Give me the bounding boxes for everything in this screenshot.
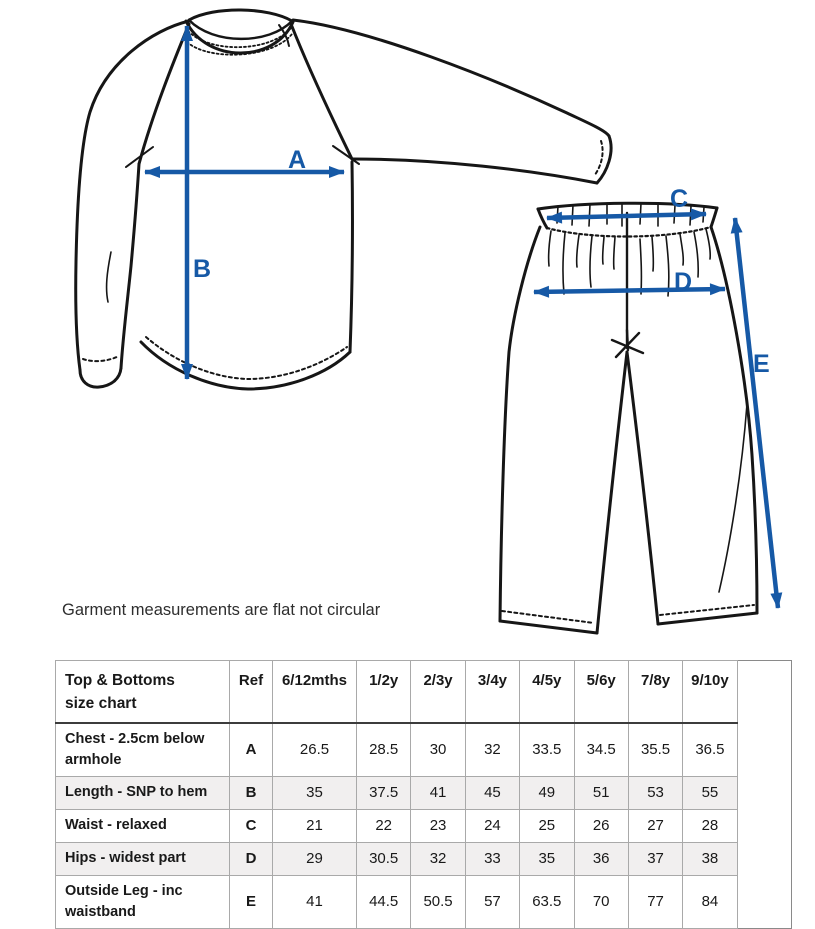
top-right-sleeve-bottom xyxy=(352,159,597,183)
bottoms-leg-crease xyxy=(719,404,747,592)
bottoms-left-hem-stitching xyxy=(502,611,594,623)
value-cell: 51 xyxy=(574,776,628,809)
table-title: Top & Bottoms size chart xyxy=(56,661,230,723)
value-cell: 34.5 xyxy=(574,723,628,777)
column-header-size: 9/10y xyxy=(683,661,737,723)
value-cell: 55 xyxy=(683,776,737,809)
column-header-size: 3/4y xyxy=(465,661,519,723)
top-right-raglan-seam xyxy=(291,24,352,159)
bottoms-right-outer-leg xyxy=(711,227,757,613)
value-cell: 44.5 xyxy=(357,875,411,928)
waistband-right-edge xyxy=(711,208,717,227)
value-cell: 36.5 xyxy=(683,723,737,777)
value-cell: 26 xyxy=(574,809,628,842)
value-cell: 32 xyxy=(411,842,465,875)
size-chart-table xyxy=(55,660,792,929)
value-cell: 26.5 xyxy=(273,723,357,777)
value-cell: 37 xyxy=(628,842,682,875)
bottoms-left-hem xyxy=(500,621,597,633)
table-row xyxy=(56,842,792,875)
value-cell: 77 xyxy=(628,875,682,928)
value-cell: 23 xyxy=(411,809,465,842)
column-header-size: 4/5y xyxy=(520,661,574,723)
value-cell: 53 xyxy=(628,776,682,809)
value-cell: 35 xyxy=(520,842,574,875)
row-label: Outside Leg - inc waistband xyxy=(56,875,230,928)
value-cell: 22 xyxy=(357,809,411,842)
value-cell: 32 xyxy=(465,723,519,777)
value-cell: 21 xyxy=(273,809,357,842)
flat-measurement-note: Garment measurements are flat not circular xyxy=(62,601,381,619)
table-row xyxy=(56,875,792,928)
column-header-size: 1/2y xyxy=(357,661,411,723)
value-cell: 33.5 xyxy=(520,723,574,777)
value-cell: 28 xyxy=(683,809,737,842)
collar-opening xyxy=(189,20,292,39)
top-right-cuff-stitching xyxy=(594,141,603,176)
table-row xyxy=(56,723,792,777)
top-hem xyxy=(141,342,350,389)
size-chart-body xyxy=(56,723,792,929)
top-left-cuff xyxy=(80,368,121,387)
value-cell: 33 xyxy=(465,842,519,875)
value-cell: 63.5 xyxy=(520,875,574,928)
waistband-left-edge xyxy=(538,209,547,228)
top-left-sleeve-crease xyxy=(107,252,111,302)
column-header-size: 6/12mths xyxy=(273,661,357,723)
value-cell: 29 xyxy=(273,842,357,875)
value-cell: 30 xyxy=(411,723,465,777)
garment-top-drawing xyxy=(76,10,611,389)
measurement-label-c: C xyxy=(670,185,689,213)
collar-top-edge xyxy=(189,10,292,21)
ref-cell: D xyxy=(230,842,273,875)
column-header-ref: Ref xyxy=(230,661,273,723)
column-header-size: 5/6y xyxy=(574,661,628,723)
top-right-sleeve-top xyxy=(293,20,609,136)
measurement-arrow-hips-d xyxy=(534,289,725,292)
ref-cell: A xyxy=(230,723,273,777)
value-cell: 45 xyxy=(465,776,519,809)
value-cell: 41 xyxy=(273,875,357,928)
measurement-label-b: B xyxy=(193,255,212,283)
value-cell: 49 xyxy=(520,776,574,809)
top-left-sleeve-outline xyxy=(76,21,189,370)
top-left-raglan-seam xyxy=(139,24,189,164)
row-label: Waist - relaxed xyxy=(56,809,230,842)
collar-band-bottom xyxy=(186,21,293,53)
measurement-label-a: A xyxy=(288,146,307,174)
top-body-right-edge xyxy=(350,162,352,352)
value-cell: 30.5 xyxy=(357,842,411,875)
measurement-label-d: D xyxy=(674,268,693,296)
column-header-size: 2/3y xyxy=(411,661,465,723)
top-left-cuff-stitching xyxy=(83,356,119,361)
ref-cell: C xyxy=(230,809,273,842)
value-cell: 38 xyxy=(683,842,737,875)
ref-cell: B xyxy=(230,776,273,809)
ref-cell: E xyxy=(230,875,273,928)
measurement-arrow-waist-c xyxy=(547,214,706,218)
value-cell: 25 xyxy=(520,809,574,842)
row-label: Length - SNP to hem xyxy=(56,776,230,809)
measurement-label-e: E xyxy=(753,350,770,378)
row-label: Chest - 2.5cm below armhole xyxy=(56,723,230,777)
table-row xyxy=(56,776,792,809)
top-left-sleeve-inner xyxy=(121,164,139,368)
garment-bottom-drawing xyxy=(500,185,778,633)
row-label: Hips - widest part xyxy=(56,842,230,875)
value-cell: 35 xyxy=(273,776,357,809)
bottoms-left-inner-leg xyxy=(597,352,627,633)
size-chart-header-row xyxy=(56,661,792,723)
value-cell: 36 xyxy=(574,842,628,875)
value-cell: 50.5 xyxy=(411,875,465,928)
bottoms-right-inner-leg xyxy=(627,352,658,624)
table-row xyxy=(56,809,792,842)
top-right-cuff xyxy=(597,136,611,183)
value-cell: 70 xyxy=(574,875,628,928)
value-cell: 35.5 xyxy=(628,723,682,777)
value-cell: 28.5 xyxy=(357,723,411,777)
bottoms-right-hem xyxy=(658,613,757,624)
value-cell: 27 xyxy=(628,809,682,842)
waistband-elastic-stitching xyxy=(547,227,711,237)
value-cell: 41 xyxy=(411,776,465,809)
value-cell: 57 xyxy=(465,875,519,928)
value-cell: 24 xyxy=(465,809,519,842)
value-cell: 37.5 xyxy=(357,776,411,809)
column-header-size: 7/8y xyxy=(628,661,682,723)
bottoms-left-outer-leg xyxy=(500,227,540,621)
value-cell: 84 xyxy=(683,875,737,928)
